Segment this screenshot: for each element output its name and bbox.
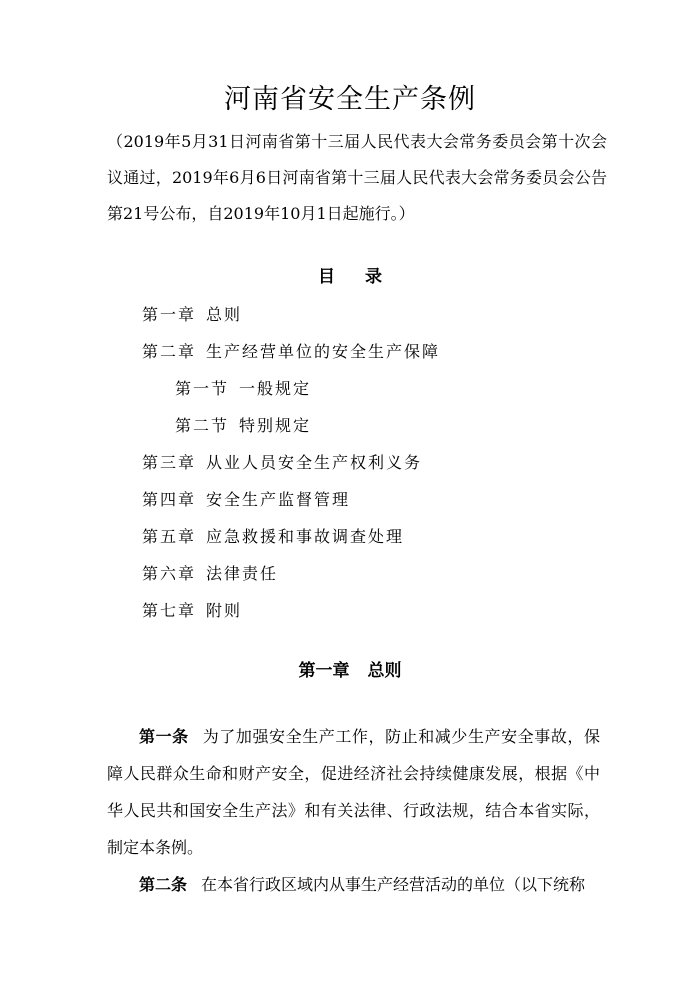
toc-item-number: 第七章 bbox=[142, 601, 197, 620]
article-text: 在本省行政区域内从事生产经营活动的单位（以下统称 bbox=[201, 875, 586, 894]
toc-item-number: 第六章 bbox=[142, 564, 197, 583]
toc-item bbox=[142, 333, 440, 370]
toc-item-number: 第一章 bbox=[142, 305, 197, 324]
document-subtitle: （2019年5月31日河南省第十三届人民代表大会常务委员会第十次会议通过，2019年6月6日河南省第十三届人民代表大会常务委员会公告第21号公布，自2019年10月1日起施行。） bbox=[107, 132, 607, 223]
toc-subitem bbox=[142, 407, 440, 444]
toc-item-name: 安全生产监督管理 bbox=[206, 490, 351, 509]
toc-item-number: 第五章 bbox=[142, 527, 197, 546]
toc-item-name: 应急救援和事故调查处理 bbox=[206, 527, 405, 546]
toc-subitem-name: 一般规定 bbox=[239, 379, 312, 398]
toc-item bbox=[142, 555, 440, 592]
toc-item-number: 第二章 bbox=[142, 342, 197, 361]
toc-item bbox=[142, 518, 440, 555]
toc-subitem bbox=[142, 370, 440, 407]
toc-item-name: 附则 bbox=[206, 601, 243, 620]
toc-item-name: 从业人员安全生产权利义务 bbox=[206, 453, 423, 472]
toc-item-number: 第三章 bbox=[142, 453, 197, 472]
toc-item bbox=[142, 296, 440, 333]
article-label: 第一条 bbox=[139, 727, 189, 746]
article-paragraph bbox=[107, 866, 600, 903]
toc-item bbox=[142, 444, 440, 481]
toc-item-name: 法律责任 bbox=[206, 564, 279, 583]
toc-item-name: 生产经营单位的安全生产保障 bbox=[206, 342, 441, 361]
article-paragraph bbox=[107, 718, 600, 866]
toc-item-name: 总则 bbox=[206, 305, 243, 324]
table-of-contents bbox=[142, 296, 440, 629]
document-title: 河南省安全生产条例 bbox=[224, 84, 476, 115]
chapter-name: 总则 bbox=[367, 661, 402, 681]
toc-subitem-name: 特别规定 bbox=[239, 416, 312, 435]
chapter-number: 第一章 bbox=[298, 661, 350, 681]
toc-item bbox=[142, 592, 440, 629]
toc-heading: 目录 bbox=[318, 267, 412, 287]
toc-subitem-number: 第二节 bbox=[175, 416, 230, 435]
article-label: 第二条 bbox=[139, 875, 188, 894]
toc-item-number: 第四章 bbox=[142, 490, 197, 509]
toc-item bbox=[142, 481, 440, 518]
toc-subitem-number: 第一节 bbox=[175, 379, 230, 398]
article-text: 为了加强安全生产工作，防止和减少生产安全事故，保障人民群众生命和财产安全，促进经济社会持续健康发展，根据《中华人民共和国安全生产法》和有关法律、行政法规，结合本省实际，制定本条例。 bbox=[107, 727, 600, 857]
chapter-heading bbox=[0, 656, 700, 686]
